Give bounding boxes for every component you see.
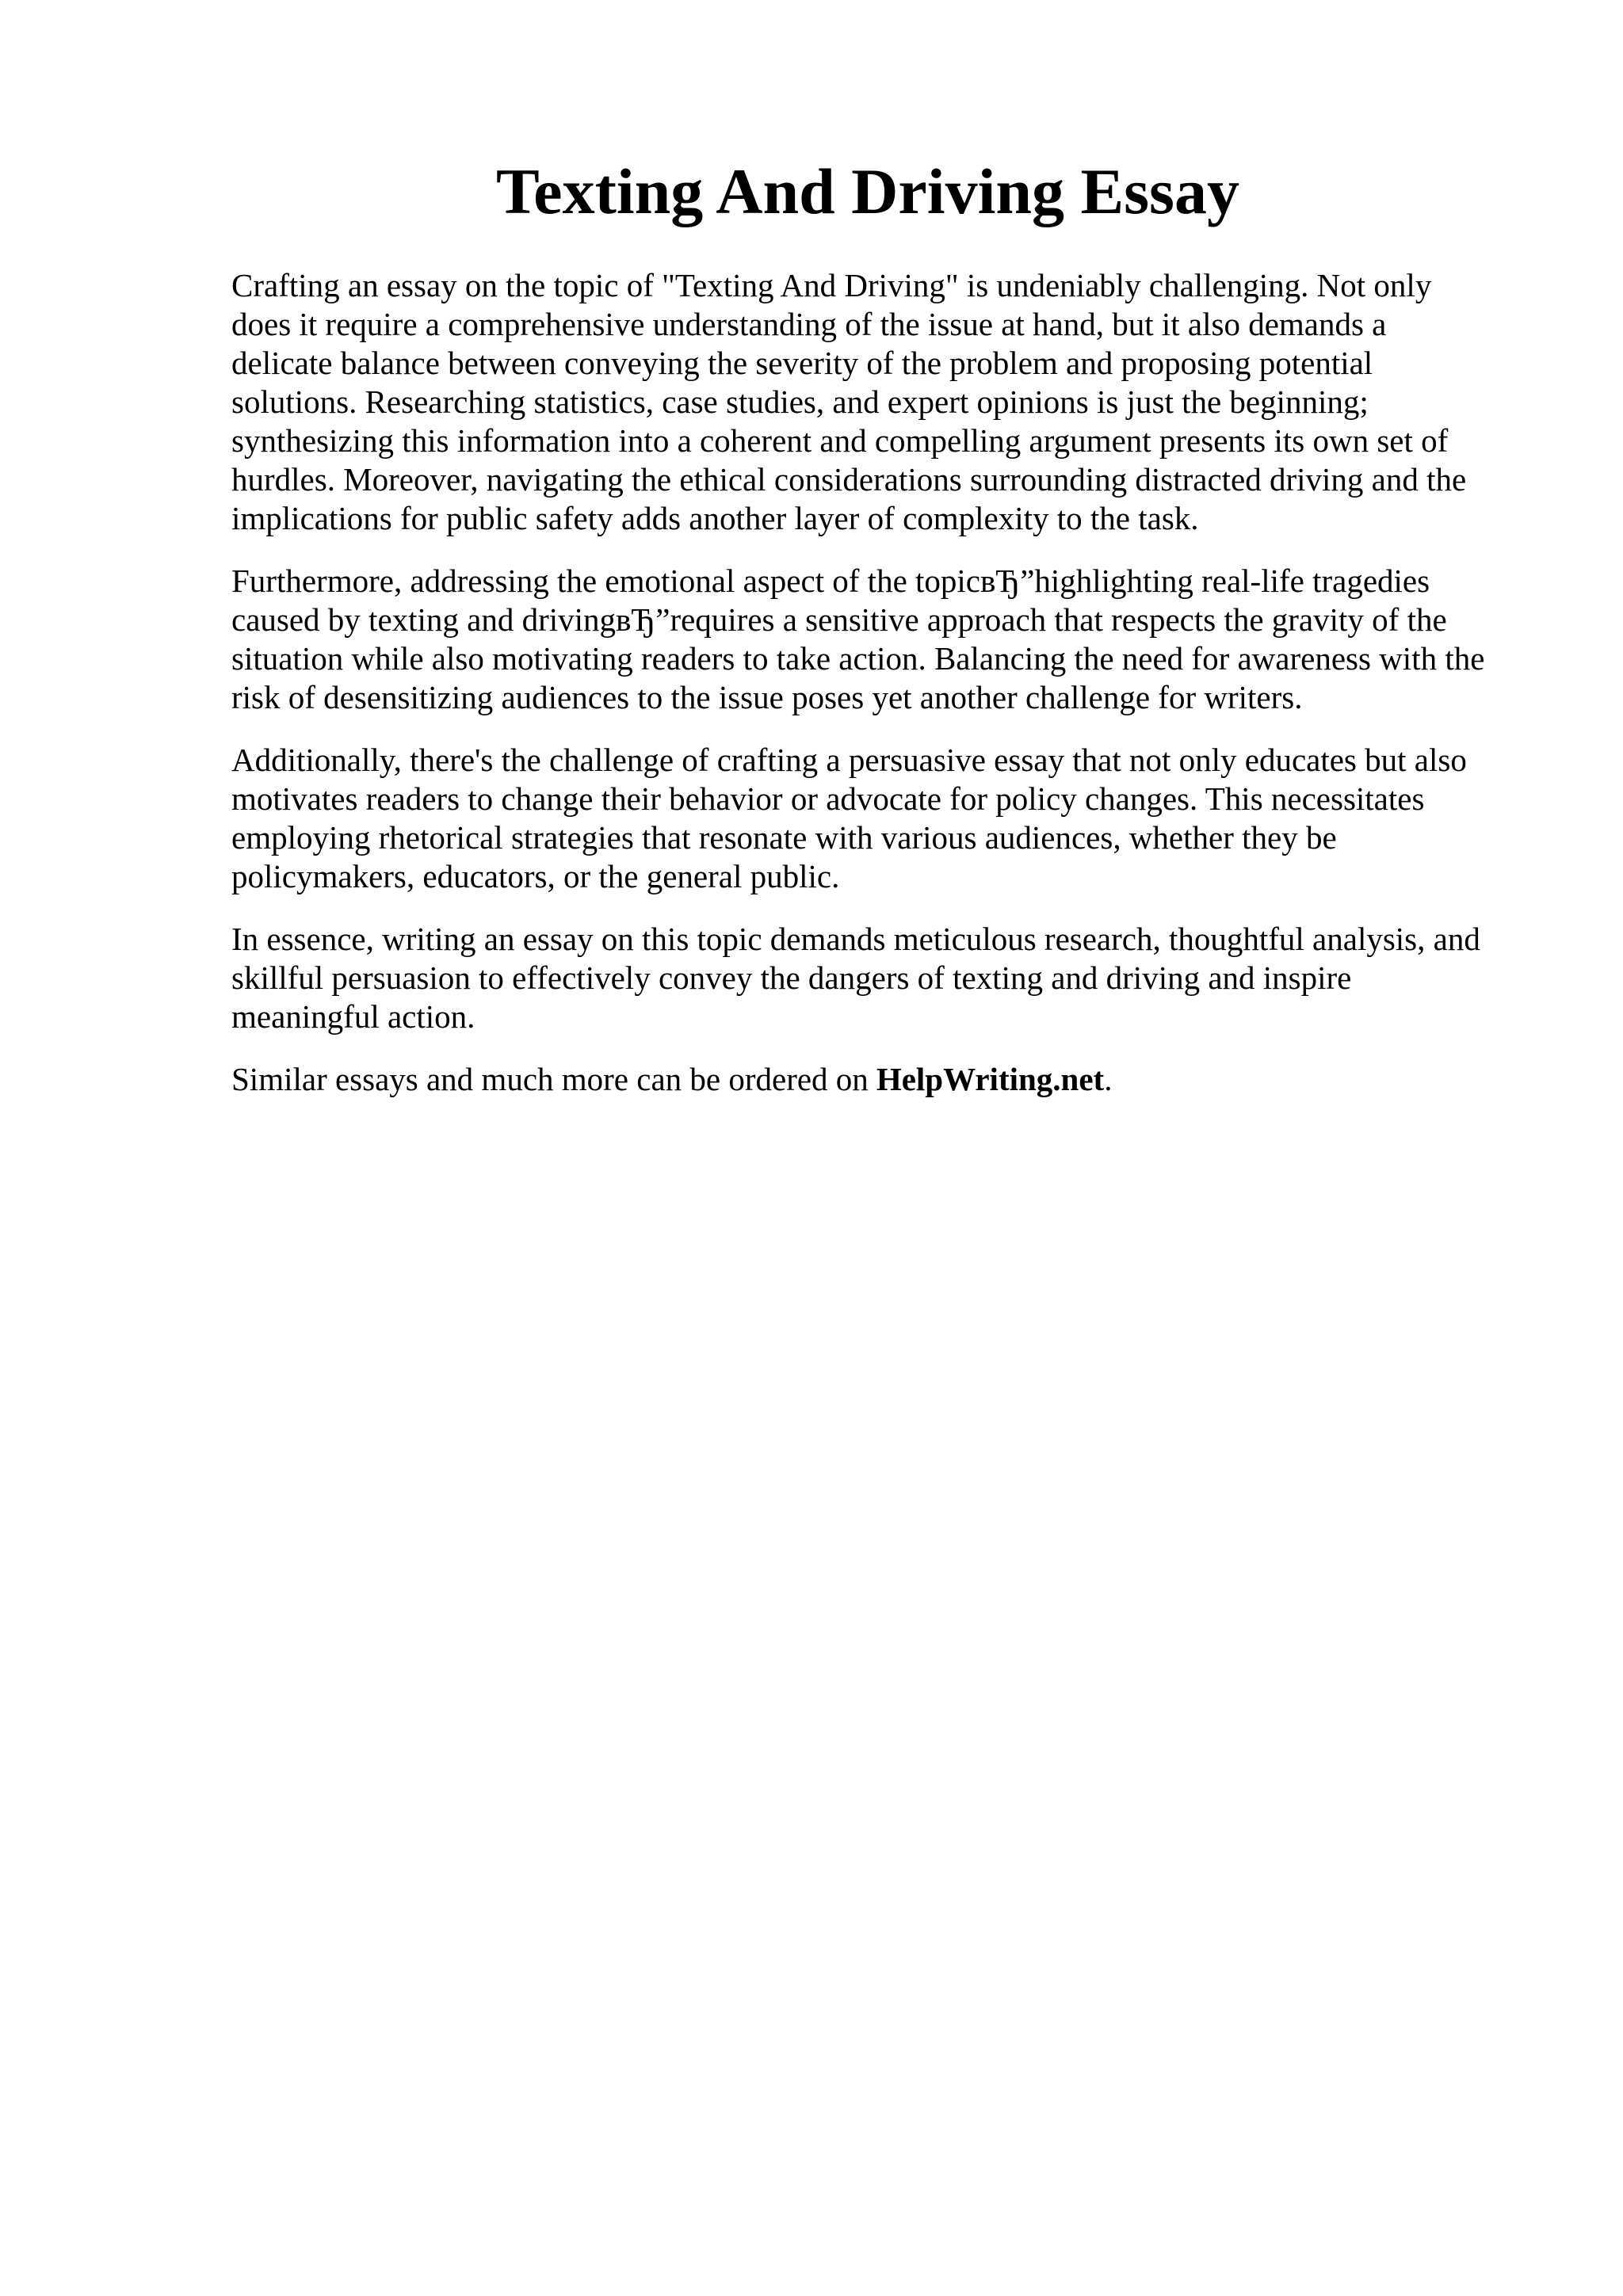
footer-suffix: . [1104,1061,1113,1097]
paragraph-line: risk of desensitizing audiences to the issue poses yet another challenge for writers. [231,679,1303,715]
essay-body [231,266,1515,1099]
paragraph-line: In essence, writing an essay on this topic demands meticulous research, thoughtful analysis, and [231,921,1480,957]
paragraph-line: Additionally, there's the challenge of crafting a persuasive essay that not only educates but also [231,742,1467,778]
paragraph-line: skillful persuasion to effectively convey the dangers of texting and driving and inspire [231,959,1352,996]
paragraph-line: caused by texting and drivingвЂ”requires a sensitive approach that respects the gravity of the [231,601,1447,638]
paragraph-line: implications for public safety adds another layer of complexity to the task. [231,500,1199,536]
paragraph-line: hurdles. Moreover, navigating the ethical considerations surrounding distracted driving and the [231,461,1467,498]
paragraph-line: delicate balance between conveying the severity of the problem and proposing potential [231,345,1373,381]
paragraph-1 [231,266,1515,538]
paragraph-4 [231,920,1515,1036]
helpwriting-link[interactable]: HelpWriting.net [876,1061,1105,1097]
paragraph-line: policymakers, educators, or the general public. [231,858,840,894]
paragraph-line: Crafting an essay on the topic of "Texting And Driving" is undeniably challenging. Not only [231,267,1432,303]
footer-promo [231,1060,1515,1099]
paragraph-line: motivates readers to change their behavior or advocate for policy changes. This necessitates [231,780,1425,817]
footer-prefix: Similar essays and much more can be ordered on [231,1061,869,1097]
page-title: Texting And Driving Essay [496,155,1239,227]
paragraph-line: employing rhetorical strategies that resonate with various audiences, whether they be [231,819,1337,856]
paragraph-line: meaningful action. [231,998,475,1035]
paragraph-line: Furthermore, addressing the emotional aspect of the topicвЂ”highlighting real-life tragedies [231,563,1430,599]
paragraph-line: situation while also motivating readers to take action. Balancing the need for awareness with the [231,640,1485,677]
paragraph-2 [231,562,1515,717]
paragraph-line: solutions. Researching statistics, case studies, and expert opinions is just the beginning; [231,383,1369,420]
paragraph-line: does it require a comprehensive understanding of the issue at hand, but it also demands a [231,306,1387,342]
paragraph-3 [231,741,1515,896]
paragraph-line: synthesizing this information into a coherent and compelling argument presents its own set of [231,422,1449,459]
